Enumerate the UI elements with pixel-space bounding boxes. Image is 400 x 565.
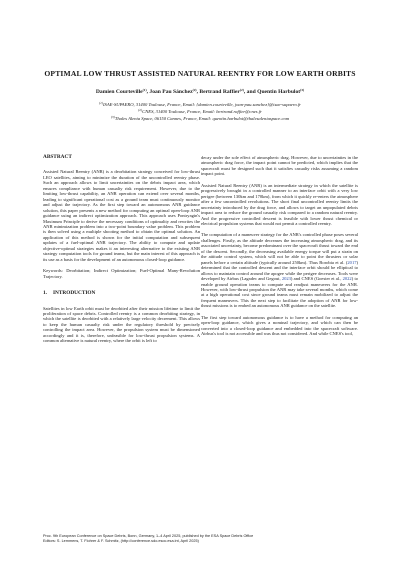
proceedings-footer [43, 534, 363, 544]
paragraph-text: ) determined that the controlled descent and the interface orbit should be elliptical to allows to maintain control around the apogee while the perigee decreases. Tools were developed by Airbus (Lagadec and Gegout, [201, 259, 358, 282]
paragraph-text: The computation of a maneuver strategy for the ANR's controlled phase poses several challenges. Firstly, as the altitude decreases the increasing atmospheric drag, and its associated uncertainty, become predominant over the spacecraft thrust toward the end of the descent. Secondly, the decreasing available energy torque will put a strain on the attitude control system, which will not be able to point the thrusters or solar panels before a certain altitude (typically around 250km). Thus Borobia et al. ( [201, 232, 358, 265]
affiliation-text: CNES, 31400 Toulouse, France, Email: bertrand.raffier@cnes.fr [142, 109, 262, 114]
affiliation-text: ISAE-SUPAERO, 31400 Toulouse, France, Email: {damien.courteville, joan-pau.sanchez}@isae-supaero.fr [103, 102, 301, 107]
affiliation-mark: (2) [138, 108, 143, 112]
author-name: Quentin Harbulot [257, 89, 301, 95]
paragraph-text: ) to enable ground operation teams to compute and readjust maneuvers for the ANR. However, with low-thrust propulsion the ANR may take several months, which come at a high operational cost since ground teams must remain mobilized to adjust the frequent maneuvers. This the next step to facilitate the adoption of ANR for low-thrust missions is to embed an autonomous ANR guidance on the satellite. [201, 276, 358, 309]
affiliation-mark: (1) [99, 101, 103, 105]
keywords: Keywords: Deorbitation; Indirect Optimization; Fuel-Optimal Many-Revolution Trajectory. [43, 268, 200, 279]
author-affiliation-mark: (1) [142, 88, 147, 92]
introduction-paragraph [201, 232, 358, 308]
author-affiliation-mark: (2) [192, 88, 197, 92]
affiliation-line [0, 114, 400, 122]
author-affiliation-mark: (3) [300, 88, 305, 92]
citation-link[interactable]: 2022 [342, 276, 352, 282]
abstract-text: Assisted Natural Reentry (ANR) is a deorbitation strategy conceived for low-thrust LEO satellites, aiming to minimize the duration of the uncontrolled reentry phase. Such an approach allows to limit uncertainties on the debris impact area, which ensures compliance with human casualty risk requirement. However, due to the limiting low-thrust capability, an ANR operation can extend over several months, leading to significant operational cost as a ground team must continuously monitor and adjust the trajectory. As the first step toward an autonomous ANR guidance solution, this paper presents a new method for computing an optimal open-loop ANR guidance using an indirect optimization approach. This approach uses Pontryagin's Maximum Principle to derive the necessary conditions of optimality and rewrites the ANR minimization problem into a two-point boundary value problem. This problem is then solved using a multiple shooting method to obtain the optimal solution. An application of this method is shown for the initial computation and subsequent updates of a fuel-optimal ANR trajectory. The ability to compute and update objective-optimal strategies makes it an interesting alternative to the existing ANR strategy computation tools for ground teams, but the main interest of this approach is its use as a basis for the development of an autonomous closed-loop guidance. [43, 169, 200, 262]
left-column [43, 155, 200, 350]
introduction-paragraph: The first step toward autonomous guidance is to have a method for computing an open-loop guidance, which gives a nominal trajectory, and which can then be converted into a closed-loop guidance and embedded into the spacecraft software. Airbus's tool is not accessible and was thus not considered. And while CNES's tool, [201, 314, 358, 337]
abstract-heading: ABSTRACT [43, 154, 72, 160]
paragraph-text: ) and CNES (Goester et al., [290, 276, 342, 282]
introduction-paragraph: Assisted Natural Reentry (ANR) is an intermediate strategy in which the satellite is progressively brought in a controlled manner to an interface orbit with a very low perigee (between 130km and 170km), from which it quickly re-enters the atmosphere after a few uncontrolled revolutions. The short final uncontrolled reentry limits the uncertainty introduced by the drag force, and allows to target an unpopulated debris impact area to reduce the ground casualty risk compared to a random natural reentry. And the progressive controlled descent is feasible with lower thrust chemical or electrical propulsion systems that would not permit a controlled reentry. [201, 182, 358, 226]
author-name: Joan Pau Sánchez [149, 89, 193, 95]
citation-link[interactable]: 2017 [347, 259, 357, 265]
author-list: Damien Courteville$^{(1)}$, Joan Pau Sánchez$^{(2)}$, Bertrand Raffier$^{(2)}$, and Quentin Harbulot$^{(3)}$ [95, 88, 305, 95]
footer-line: Proc. 9th European Conference on Space Debris, Bonn, Germany, 1–4 April 2025, published by the ESA Space Debris Office [43, 534, 254, 538]
right-column [201, 155, 358, 343]
affiliation-text: Thales Alenia Space, 06150 Cannes, France, Email: quentin.harbulot@thalesaleniaspace.com [114, 116, 290, 121]
paper-title: OPTIMAL LOW THRUST ASSISTED NATURAL REENTRY FOR LOW EARTH ORBITS [44, 69, 356, 78]
introduction-paragraph: Satellites in low Earth orbit must be deorbited after their mission lifetime to limit the proliferation of space debris. Controlled reentry is a common deorbiting strategy, in which the satellite is deorbited with a relatively large velocity decrement. This allows to keep the human casualty risk under the regulatory threshold by precisely controlling the impact area. However, the propulsion system must be dimensioned accordingly and it is, therefore, unfeasible for low-thrust propulsion systems. A common alternative is natural reentry, where the orbit is left to [43, 305, 200, 344]
section-number: 1. [43, 290, 47, 297]
author-name: Bertrand Raffier [199, 89, 240, 95]
author-name: Damien Courteville [95, 89, 143, 95]
affiliation-mark: (3) [110, 115, 115, 119]
introduction-paragraph: decay under the sole effect of atmospheric drag. However, due to uncertainties in the atmospheric drag force, the impact point cannot be predicted, which implies that the spacecraft must be designed such that it satisfies casualty risks assuming a random impact point. [201, 155, 358, 177]
introduction-heading [43, 291, 200, 296]
author-affiliation-mark: (2) [239, 88, 244, 92]
section-title: INTRODUCTION [52, 290, 96, 297]
footer-line: Editors: S. Lemmens, T. Flohrer & F. Schmitz, (http://conference.sdo.esoc.esa.int, April 2025) [43, 539, 199, 543]
citation-link[interactable]: 2023 [281, 276, 291, 282]
